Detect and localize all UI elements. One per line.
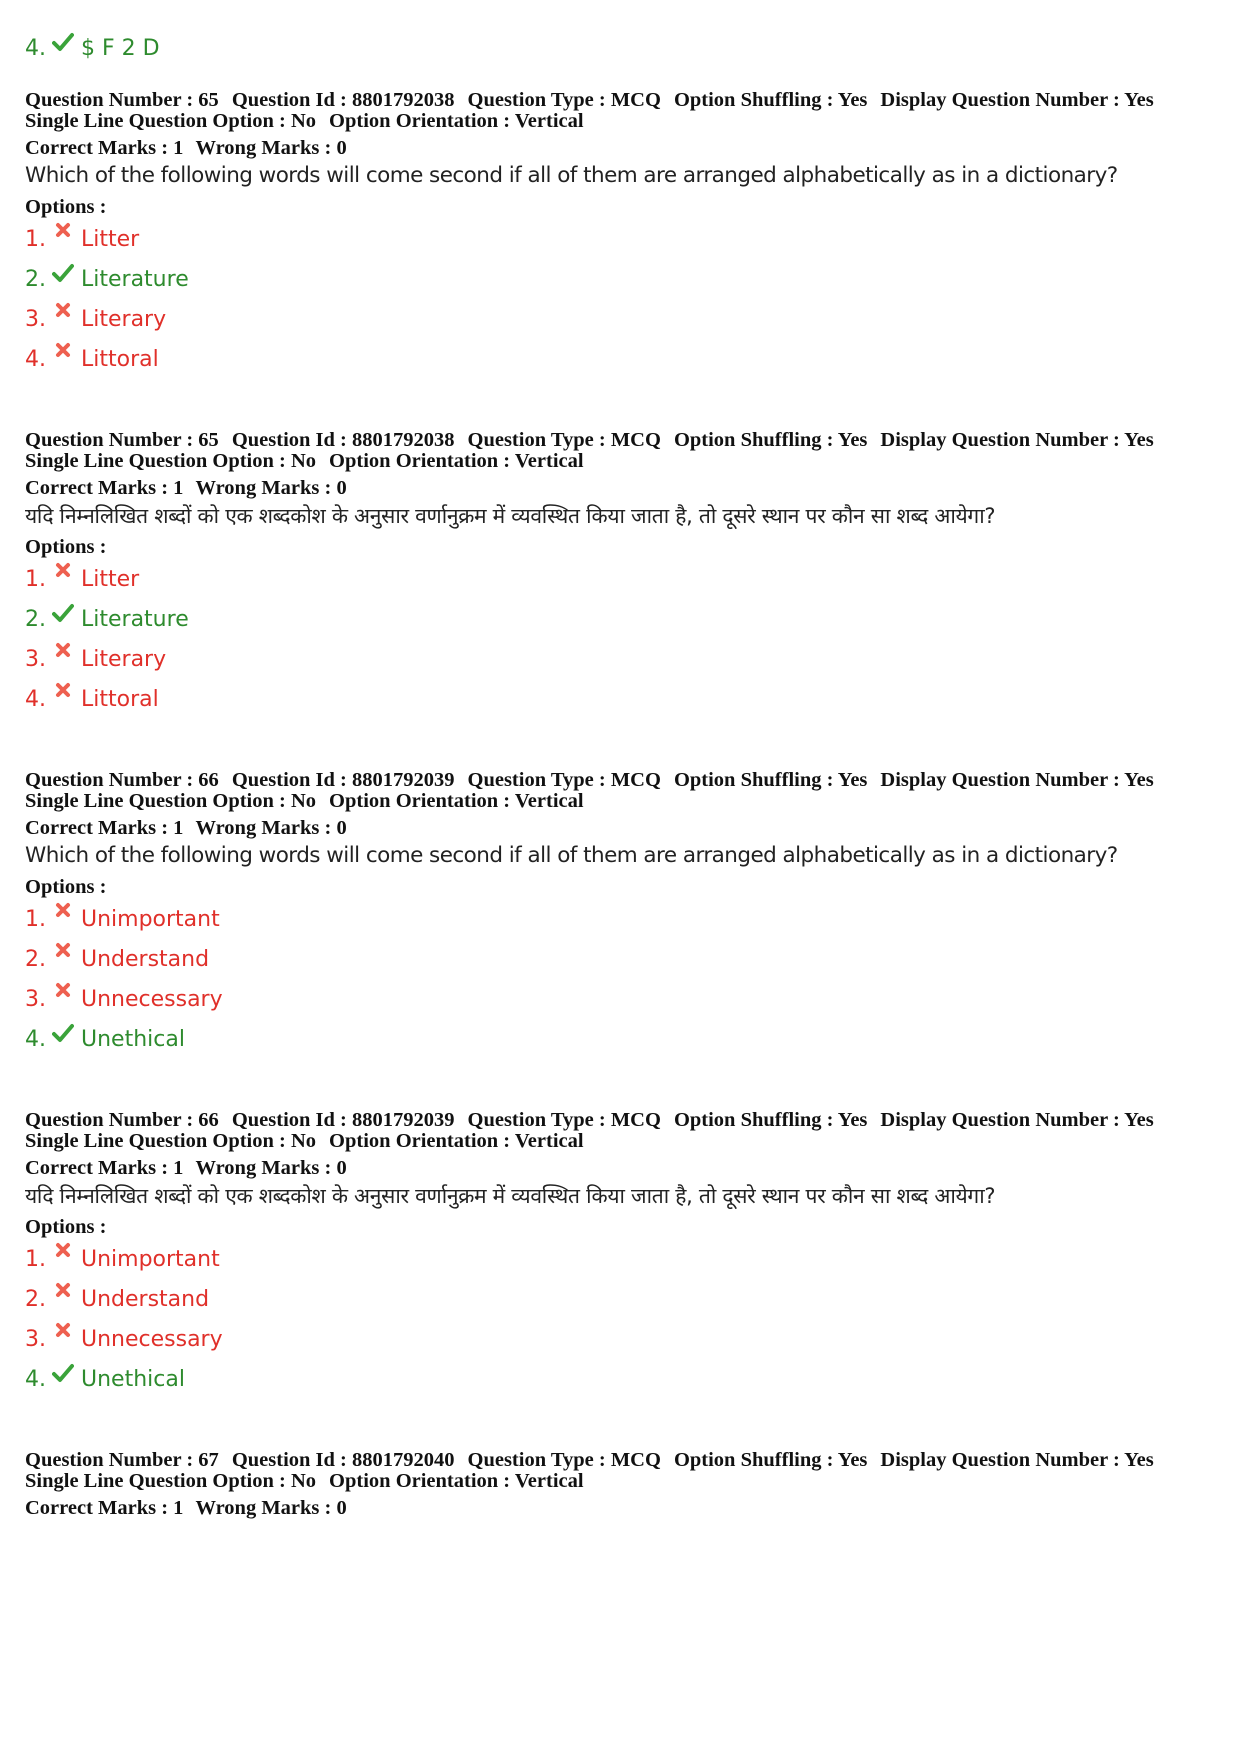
option-item: [25, 1279, 1215, 1319]
option-number: 4.: [25, 1026, 46, 1052]
option-number: 1.: [25, 226, 46, 252]
option-shuffling: Option Shuffling : Yes: [673, 1449, 868, 1471]
question-type: Question Type : MCQ: [467, 1109, 661, 1131]
option-number: 2.: [25, 946, 46, 972]
display-question-number: Display Question Number : Yes: [880, 769, 1154, 791]
option-orientation: Option Orientation : Vertical: [329, 1130, 584, 1152]
option-item: [25, 559, 1215, 599]
single-line-option: Single Line Question Option : No: [25, 110, 317, 132]
check-icon: [51, 1362, 75, 1386]
option-number: 2.: [25, 606, 46, 632]
question-block: [25, 1450, 1215, 1519]
option-number: 1.: [25, 906, 46, 932]
display-question-number: Display Question Number : Yes: [880, 429, 1154, 451]
question-number: Question Number : 66: [25, 1109, 219, 1131]
option-item: [25, 639, 1215, 679]
option-item: [25, 939, 1215, 979]
option-text: Unimportant: [81, 1246, 220, 1272]
option-item: [25, 1319, 1215, 1359]
question-meta-line-2: [25, 111, 1215, 132]
marks-line: [25, 1157, 1215, 1179]
options-label: Options :: [25, 196, 107, 218]
option-number: 3.: [25, 646, 46, 672]
option-text: Unethical: [81, 1026, 185, 1052]
question-meta-line-2: [25, 451, 1215, 472]
display-question-number: Display Question Number : Yes: [880, 1109, 1154, 1131]
options-label: Options :: [25, 536, 107, 558]
option-number: 3.: [25, 306, 46, 332]
cross-icon: [51, 222, 75, 246]
cross-icon: [51, 1242, 75, 1266]
option-text: Literature: [81, 606, 189, 632]
question-block: [25, 90, 1215, 379]
option-item: [25, 1359, 1215, 1399]
question-id: Question Id : 8801792039: [231, 1109, 455, 1131]
cross-icon: [51, 302, 75, 326]
question-block: [25, 1110, 1215, 1399]
option-item: [25, 679, 1215, 719]
option-text: Littoral: [81, 686, 159, 712]
check-icon: [51, 602, 75, 626]
previous-question-option: [25, 28, 160, 68]
option-number: 1.: [25, 1246, 46, 1272]
option-number: 2.: [25, 266, 46, 292]
option-text: Unnecessary: [81, 986, 223, 1012]
question-number: Question Number : 65: [25, 429, 219, 451]
wrong-marks: Wrong Marks : 0: [195, 817, 347, 839]
question-meta-line-2: [25, 1131, 1215, 1152]
question-id: Question Id : 8801792038: [231, 89, 455, 111]
options-label: Options :: [25, 876, 107, 898]
option-number: 4.: [25, 1366, 46, 1392]
wrong-marks: Wrong Marks : 0: [195, 1497, 347, 1519]
option-text: Unimportant: [81, 906, 220, 932]
option-text: Understand: [81, 946, 210, 972]
option-text: $ F 2 D: [81, 35, 160, 61]
option-shuffling: Option Shuffling : Yes: [673, 89, 868, 111]
display-question-number: Display Question Number : Yes: [880, 1449, 1154, 1471]
option-number: 3.: [25, 1326, 46, 1352]
question-text: Which of the following words will come second if all of them are arranged alphabetically as in a dictionary?: [25, 843, 1118, 868]
option-item: [25, 599, 1215, 639]
option-text: Literary: [81, 306, 167, 332]
option-item: [25, 259, 1215, 299]
wrong-marks: Wrong Marks : 0: [195, 137, 347, 159]
option-item: [25, 1019, 1215, 1059]
option-text: Understand: [81, 1286, 210, 1312]
option-item: [25, 899, 1215, 939]
marks-line: [25, 477, 1215, 499]
cross-icon: [51, 562, 75, 586]
option-text: Littoral: [81, 346, 159, 372]
question-block: [25, 770, 1215, 1059]
check-icon: [51, 262, 75, 286]
question-meta-line-2: [25, 791, 1215, 812]
option-number: 2.: [25, 1286, 46, 1312]
correct-marks: Correct Marks : 1: [25, 1497, 184, 1519]
question-meta-line-1: [25, 90, 1215, 111]
option-number: 3.: [25, 986, 46, 1012]
question-number: Question Number : 66: [25, 769, 219, 791]
option-number: 4.: [25, 35, 46, 61]
option-shuffling: Option Shuffling : Yes: [673, 429, 868, 451]
cross-icon: [51, 642, 75, 666]
cross-icon: [51, 982, 75, 1006]
question-text: यदि निम्नलिखित शब्दों को एक शब्दकोश के अनुसार वर्णानुक्रम में व्यवस्थित किया जाता है, तो दूसरे स्थान पर कौन सा शब्द आयेगा?: [25, 1184, 996, 1208]
question-block: [25, 430, 1215, 719]
option-item: [25, 299, 1215, 339]
single-line-option: Single Line Question Option : No: [25, 790, 317, 812]
question-text: यदि निम्नलिखित शब्दों को एक शब्दकोश के अनुसार वर्णानुक्रम में व्यवस्थित किया जाता है, तो दूसरे स्थान पर कौन सा शब्द आयेगा?: [25, 504, 996, 528]
question-number: Question Number : 65: [25, 89, 219, 111]
marks-line: [25, 137, 1215, 159]
option-text: Litter: [81, 226, 140, 252]
correct-marks: Correct Marks : 1: [25, 137, 184, 159]
cross-icon: [51, 1282, 75, 1306]
question-meta-line-2: [25, 1471, 1215, 1492]
correct-marks: Correct Marks : 1: [25, 1157, 184, 1179]
option-number: 1.: [25, 566, 46, 592]
option-text: Litter: [81, 566, 140, 592]
option-orientation: Option Orientation : Vertical: [329, 110, 584, 132]
correct-marks: Correct Marks : 1: [25, 817, 184, 839]
option-text: Unethical: [81, 1366, 185, 1392]
option-orientation: Option Orientation : Vertical: [329, 790, 584, 812]
question-meta-line-1: [25, 1450, 1215, 1471]
check-icon: [51, 1022, 75, 1046]
option-orientation: Option Orientation : Vertical: [329, 450, 584, 472]
option-number: 4.: [25, 346, 46, 372]
check-icon: [51, 31, 75, 55]
cross-icon: [51, 682, 75, 706]
question-meta-line-1: [25, 770, 1215, 791]
option-item: [25, 1239, 1215, 1279]
cross-icon: [51, 902, 75, 926]
correct-marks: Correct Marks : 1: [25, 477, 184, 499]
question-type: Question Type : MCQ: [467, 89, 661, 111]
question-number: Question Number : 67: [25, 1449, 219, 1471]
option-text: Literature: [81, 266, 189, 292]
question-text: Which of the following words will come second if all of them are arranged alphabetically as in a dictionary?: [25, 163, 1118, 188]
wrong-marks: Wrong Marks : 0: [195, 1157, 347, 1179]
single-line-option: Single Line Question Option : No: [25, 1130, 317, 1152]
marks-line: [25, 817, 1215, 839]
marks-line: [25, 1497, 1215, 1519]
question-type: Question Type : MCQ: [467, 769, 661, 791]
display-question-number: Display Question Number : Yes: [880, 89, 1154, 111]
single-line-option: Single Line Question Option : No: [25, 450, 317, 472]
cross-icon: [51, 1322, 75, 1346]
option-shuffling: Option Shuffling : Yes: [673, 769, 868, 791]
option-number: 4.: [25, 686, 46, 712]
option-text: Unnecessary: [81, 1326, 223, 1352]
single-line-option: Single Line Question Option : No: [25, 1470, 317, 1492]
options-label: Options :: [25, 1216, 107, 1238]
option-text: Literary: [81, 646, 167, 672]
wrong-marks: Wrong Marks : 0: [195, 477, 347, 499]
question-id: Question Id : 8801792040: [231, 1449, 455, 1471]
question-id: Question Id : 8801792039: [231, 769, 455, 791]
option-item: [25, 979, 1215, 1019]
question-id: Question Id : 8801792038: [231, 429, 455, 451]
question-type: Question Type : MCQ: [467, 429, 661, 451]
option-orientation: Option Orientation : Vertical: [329, 1470, 584, 1492]
question-type: Question Type : MCQ: [467, 1449, 661, 1471]
option-item: [25, 339, 1215, 379]
question-meta-line-1: [25, 430, 1215, 451]
cross-icon: [51, 342, 75, 366]
cross-icon: [51, 942, 75, 966]
option-shuffling: Option Shuffling : Yes: [673, 1109, 868, 1131]
option-item: [25, 219, 1215, 259]
question-meta-line-1: [25, 1110, 1215, 1131]
